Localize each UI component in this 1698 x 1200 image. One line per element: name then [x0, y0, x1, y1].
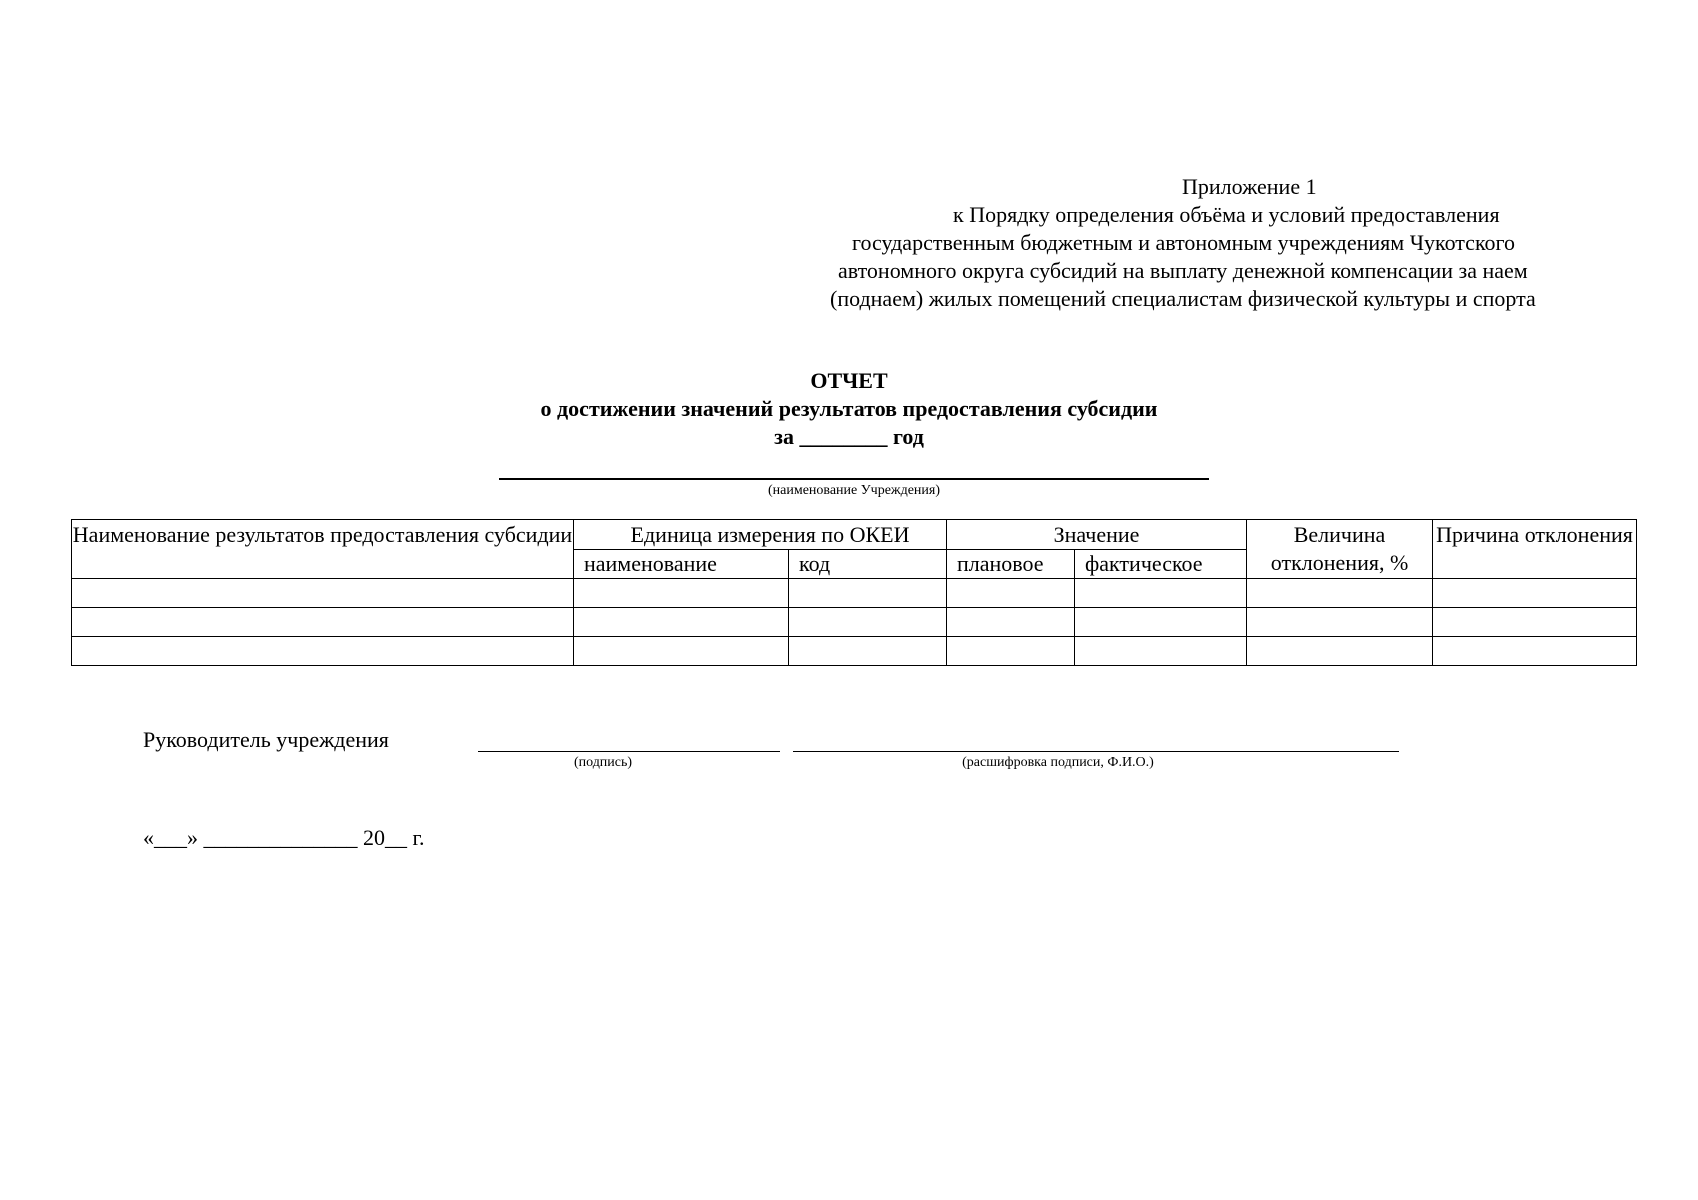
header-result-name: Наименование результатов предоставления субсидии: [72, 520, 574, 579]
report-subheading: о достижении значений результатов предоставления субсидии: [540, 396, 1158, 421]
table-cell[interactable]: [1433, 579, 1637, 608]
signature-label: Руководитель учреждения: [143, 727, 389, 752]
table-cell[interactable]: [1433, 637, 1637, 666]
table-cell[interactable]: [72, 608, 574, 637]
header-value: Значение: [947, 520, 1247, 550]
report-table: [71, 519, 1637, 666]
table-row: [72, 637, 1637, 666]
signature-name-caption: (расшифровка подписи, Ф.И.О.): [962, 755, 1154, 770]
report-period: за ________ год: [774, 424, 924, 449]
subheader-unit-code: код: [789, 550, 947, 579]
table-header-row: [72, 520, 1637, 550]
table-cell[interactable]: [947, 608, 1075, 637]
subheader-actual: фактическое: [1075, 550, 1247, 579]
signature-name-field[interactable]: [793, 751, 1399, 752]
table-cell[interactable]: [574, 579, 789, 608]
report-heading: ОТЧЕТ: [810, 368, 888, 393]
table-cell[interactable]: [574, 637, 789, 666]
table-cell[interactable]: [1247, 637, 1433, 666]
table-cell[interactable]: [72, 579, 574, 608]
appendix-line: автономного округа субсидий на выплату денежной компенсации за наем: [838, 258, 1528, 283]
signature-caption: (подпись): [573, 755, 633, 770]
appendix-line: Приложение 1: [1182, 174, 1317, 199]
table-cell[interactable]: [947, 579, 1075, 608]
table-cell[interactable]: [72, 637, 574, 666]
appendix-line: к Порядку определения объёма и условий предоставления: [953, 202, 1500, 227]
table-row: [72, 579, 1637, 608]
header-reason: Причина отклонения: [1433, 520, 1637, 579]
header-deviation: Величина отклонения, %: [1247, 520, 1433, 579]
table-cell[interactable]: [947, 637, 1075, 666]
date-field[interactable]: «___» ______________ 20__ г.: [143, 825, 425, 850]
subheader-unit-name: наименование: [574, 550, 789, 579]
header-unit: Единица измерения по ОКЕИ: [574, 520, 947, 550]
appendix-line: государственным бюджетным и автономным учреждениям Чукотского: [852, 230, 1515, 255]
table-cell[interactable]: [1075, 608, 1247, 637]
table-cell[interactable]: [574, 608, 789, 637]
institution-name-field[interactable]: [499, 478, 1209, 480]
table-cell[interactable]: [789, 608, 947, 637]
report-title: [0, 367, 1698, 451]
appendix-line: (поднаем) жилых помещений специалистам физической культуры и спорта: [830, 286, 1536, 311]
table-cell[interactable]: [1247, 579, 1433, 608]
table-cell[interactable]: [1433, 608, 1637, 637]
table-row: [72, 608, 1637, 637]
table-cell[interactable]: [1075, 637, 1247, 666]
table-cell[interactable]: [1247, 608, 1433, 637]
table-cell[interactable]: [1075, 579, 1247, 608]
table-cell[interactable]: [789, 637, 947, 666]
table-cell[interactable]: [789, 579, 947, 608]
institution-caption: (наименование Учреждения): [767, 483, 941, 498]
subheader-planned: плановое: [947, 550, 1075, 579]
signature-field[interactable]: [478, 751, 780, 752]
